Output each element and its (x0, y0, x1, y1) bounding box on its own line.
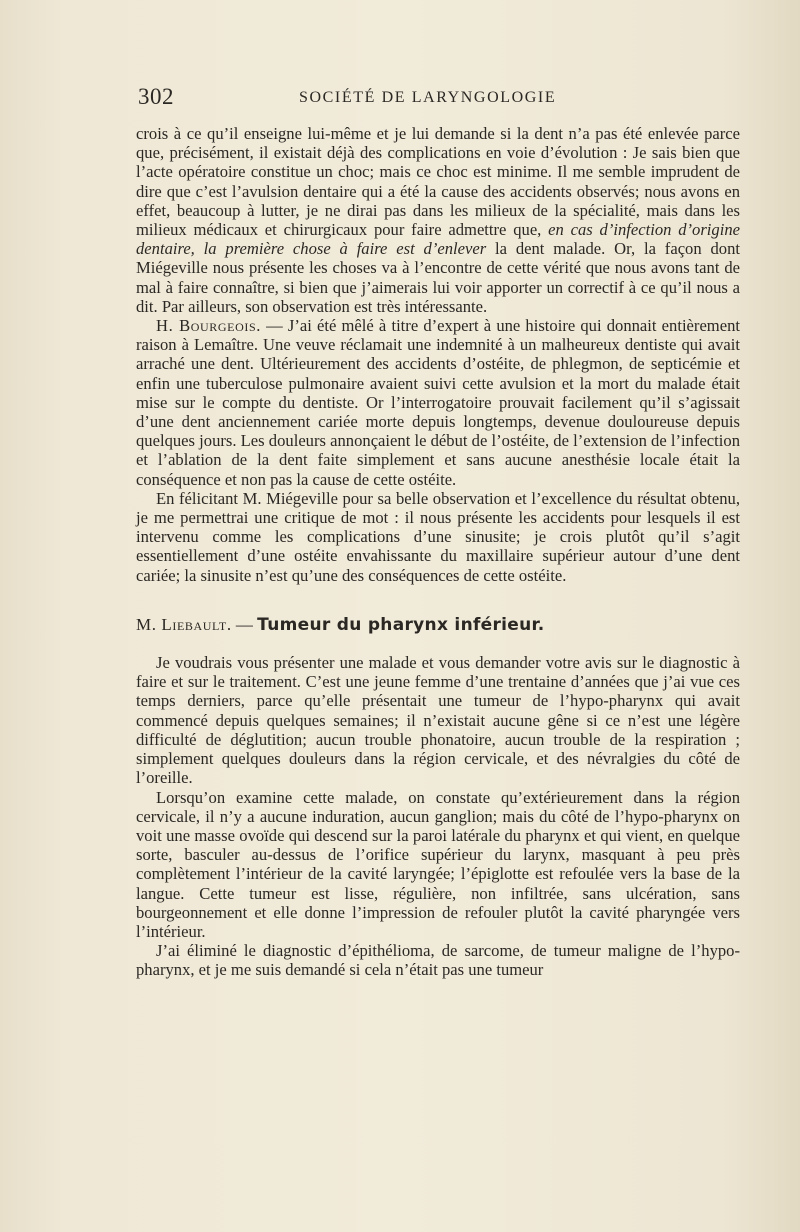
paragraph-critique (136, 489, 740, 585)
paragraph-text: crois à ce qu’il enseigne lui-même et je lui demande si la dent n’a pas été enlevée parce que, précisément, il existait déjà des complications en voie d’évolution : Je sais bien que l’acte opératoire constitue un choc; mais ce choc est minime. Il me semble imprudent de dire que c’est l’avulsion dentaire qui a été la cause des accidents observés; nous avons en effet, beaucoup à lutter, je ne dirai pas dans les milieux de la spécialité, mais dans les milieux médicaux et chirurgicaux pour faire admettre que, (136, 124, 740, 240)
paragraph-diagnosis (136, 941, 740, 979)
speaker-name: H. Bourgeois. (156, 316, 261, 336)
heading-dash: — (231, 614, 258, 634)
paragraph-examination (136, 788, 740, 942)
speaker-name: M. Liebault. (136, 614, 232, 634)
paragraph-text: la dent malade. Or, la façon dont Miégeville nous présente les choses va à l’encontre de cette vérité que nous avons tant de mal à faire connaître, si bien que j’aimerais lui voir apporter un correctif à ce qu’il nous a dit. Par ailleurs, son observation est très intéressante. (136, 239, 740, 316)
page-number: 302 (138, 84, 174, 109)
paragraph-bourgeois (136, 316, 740, 489)
body-text (136, 124, 740, 980)
section-heading (136, 615, 740, 635)
paragraph-presentation (136, 653, 740, 787)
running-head (138, 84, 738, 114)
journal-title: SOCIÉTÉ DE LARYNGOLOGIE (299, 89, 557, 106)
paragraph-text: J’ai éliminé le diagnostic d’épithélioma, de sarcome, de tumeur maligne de l’hypo-pharynx, et je me suis demandé si cela n’était pas une tumeur (136, 941, 740, 980)
section-title: Tumeur du pharynx inférieur. (257, 614, 545, 635)
paragraph-text: En félicitant M. Miégeville pour sa belle observation et l’excellence du résultat obtenu, je me permettrai une critique de mot : il nous présente les accidents pour lesquels il est intervenu comme les complications d’une sinusite; je crois plutôt qu’il s’agit essentiellement d’une ostéite envahissante du maxillaire supérieur autour d’une dent cariée; la sinusite n’est qu’une des conséquences de cette ostéite. (136, 488, 740, 585)
paragraph-continuation (136, 124, 740, 316)
paragraph-text: Lorsqu’on examine cette malade, on constate qu’extérieurement dans la région cervicale, il n’y a aucune induration, aucun ganglion; mais du côté de l’hypo-pharynx on voit une masse ovoïde qui descend sur la paroi latérale du pharynx et qui vient, en quelque sorte, basculer au-dessus de l’orifice supérieur du larynx, masquant à peu près complètement l’intérieur de la cavité laryngée; l’épiglotte est refoulée vers la base de la langue. Cette tumeur est lisse, régulière, non infiltrée, sans ulcération, sans bourgeonnement et elle donne l’impression de refouler plutôt la cavité pharyngée vers l’intérieur. (136, 787, 740, 941)
italic-emphasis: en cas d’infection d’origine dentaire, la première chose à faire est d’enlever (136, 220, 740, 259)
paragraph-text: — J’ai été mêlé à titre d’expert à une histoire qui donnait entièrement raison à Lemaître. Une veuve réclamait une indemnité à un malheureux dentiste qui avait arraché une dent. Ultérieurement des accidents d’ostéite, de phlegmon, de septicémie et enfin une tuberculose pulmonaire avaient suivi cette avulsion et la mort du malade était mise sur le compte du dentiste. Or l’interrogatoire prouvait facilement qu’il s’agissait d’une dent anciennement cariée morte depuis longtemps, devenue douloureuse depuis quelques jours. Les douleurs annonçaient le début de l’ostéite, de l’extension de l’infection et l’ablation de la dent faite simplement et sans aucune anesthésie locale était la conséquence et non pas la cause de cette ostéite. (136, 316, 740, 489)
paragraph-text: Je voudrais vous présenter une malade et vous demander votre avis sur le diagnostic à faire et sur le traitement. C’est une jeune femme d’une trentaine d’années que j’ai vue ces temps derniers, parce qu’elle présentait une tumeur de l’hypo-pharynx qui avait commencé depuis quelques semaines; il n’existait aucune gêne si ce n’est une légère difficulté de déglutition; aucun trouble phonatoire, aucun trouble de la respiration ; simplement quelques douleurs dans la région cervicale, et des névralgies du côté de l’oreille. (136, 653, 740, 788)
